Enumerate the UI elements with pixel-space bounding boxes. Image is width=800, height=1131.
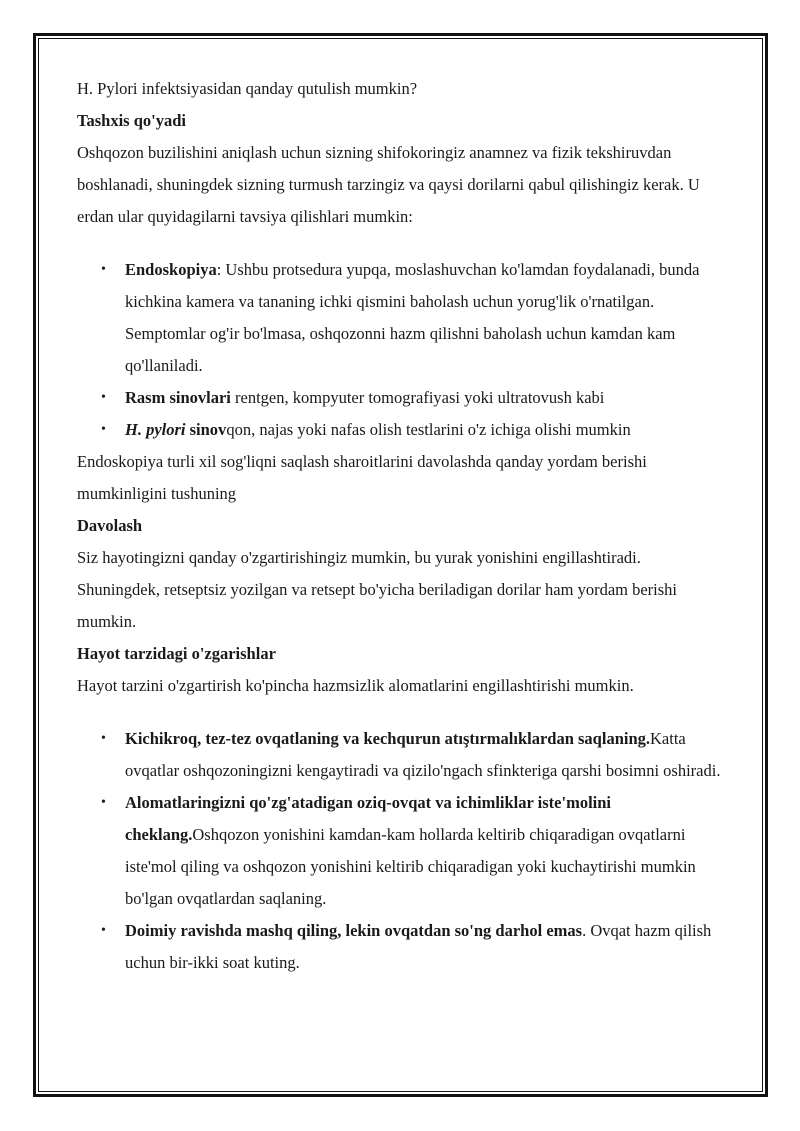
diagnosis-bullet-list — [77, 254, 727, 446]
intro-line: H. Pylori infektsiyasidan qanday qutulish mumkin? — [77, 79, 418, 98]
heading-lifestyle: Hayot tarzidagi o'zgarishlar — [77, 644, 276, 663]
lifestyle-bullet-list — [77, 723, 727, 979]
list-item — [77, 787, 727, 915]
bullet-bold-text: Alomatlaringizni qo'zg'atadigan oziq-ovqat va ichimliklar iste'molini cheklang. — [125, 793, 612, 844]
list-item — [77, 382, 727, 414]
document-body — [77, 73, 727, 979]
diagnosis-after-paragraph: Endoskopiya turli xil sog'liqni saqlash sharoitlarini davolashda qanday yordam berishi mumkinligini tushuning — [77, 452, 647, 503]
bullet-icon: • — [101, 422, 106, 437]
bullet-text: qon, najas yoki nafas olish testlarini o'z ichiga olishi mumkin — [226, 420, 631, 439]
bullet-bold-text: Kichikroq, tez-tez ovqatlaning va kechqurun atıştırmalıklardan saqlaning. — [125, 729, 651, 748]
bullet-icon: • — [101, 262, 106, 277]
bullet-bold-text: sinov — [185, 420, 227, 439]
bullet-text: Oshqozon yonishini kamdan-kam hollarda keltirib chiqaradigan ovqatlarni iste'mol qiling va oshqozon yonishini keltirib chiqaradigan yoki kuchaytirishi mumkin bo'lgan ovqatlardan saqlaning. — [125, 825, 696, 908]
bullet-text: . Ovqat hazm qilish uchun bir-ikki soat kuting. — [125, 921, 712, 972]
bullet-icon: • — [101, 390, 106, 405]
bullet-icon: • — [101, 731, 106, 746]
bullet-text: Katta ovqatlar oshqozoningizni kengaytiradi va qizilo'ngach sfinkteriga qarshi bosimni oshiradi. — [125, 729, 721, 780]
bullet-bold-text: Doimiy ravishda mashq qiling, lekin ovqatdan so'ng darhol emas — [125, 921, 583, 940]
bullet-bold-text: Rasm sinovlari — [125, 388, 231, 407]
list-item — [77, 414, 727, 446]
bullet-icon: • — [101, 795, 106, 810]
heading-treatment: Davolash — [77, 516, 143, 535]
list-item — [77, 254, 727, 382]
bullet-bold-italic-text: H. pylori — [125, 420, 186, 439]
list-item — [77, 723, 727, 787]
bullet-text: : Ushbu protsedura yupqa, moslashuvchan ko'lamdan foydalanadi, bunda kichkina kamera va tananing ichki qismini baholash uchun yorug'lik o'rnatilgan. Semptomlar og'ir bo'lmasa, oshqozonni hazm qilishni baholash uchun kamdan kam qo'llaniladi. — [125, 260, 700, 375]
lifestyle-paragraph: Hayot tarzini o'zgartirish ko'pincha hazmsizlik alomatlarini engillashtirishi mumkin. — [77, 676, 634, 695]
list-item — [77, 915, 727, 979]
bullet-icon: • — [101, 923, 106, 938]
heading-diagnosis: Tashxis qo'yadi — [77, 111, 186, 130]
treatment-paragraph: Siz hayotingizni qanday o'zgartirishingiz mumkin, bu yurak yonishini engillashtiradi. Shuningdek, retseptsiz yozilgan va retsept bo'yicha beriladigan dorilar ham yordam berishi mumkin. — [77, 548, 678, 631]
bullet-bold-text: Endoskopiya — [125, 260, 217, 279]
diagnosis-paragraph: Oshqozon buzilishini aniqlash uchun sizning shifokoringiz anamnez va fizik tekshiruvdan boshlanadi, shuningdek sizning turmush tarzingiz va qaysi dorilarni qabul qilishingiz kerak. U erdan ular quyidagilarni tavsiya qilishlari mumkin: — [77, 143, 700, 226]
bullet-text: rentgen, kompyuter tomografiyasi yoki ultratovush kabi — [230, 388, 605, 407]
